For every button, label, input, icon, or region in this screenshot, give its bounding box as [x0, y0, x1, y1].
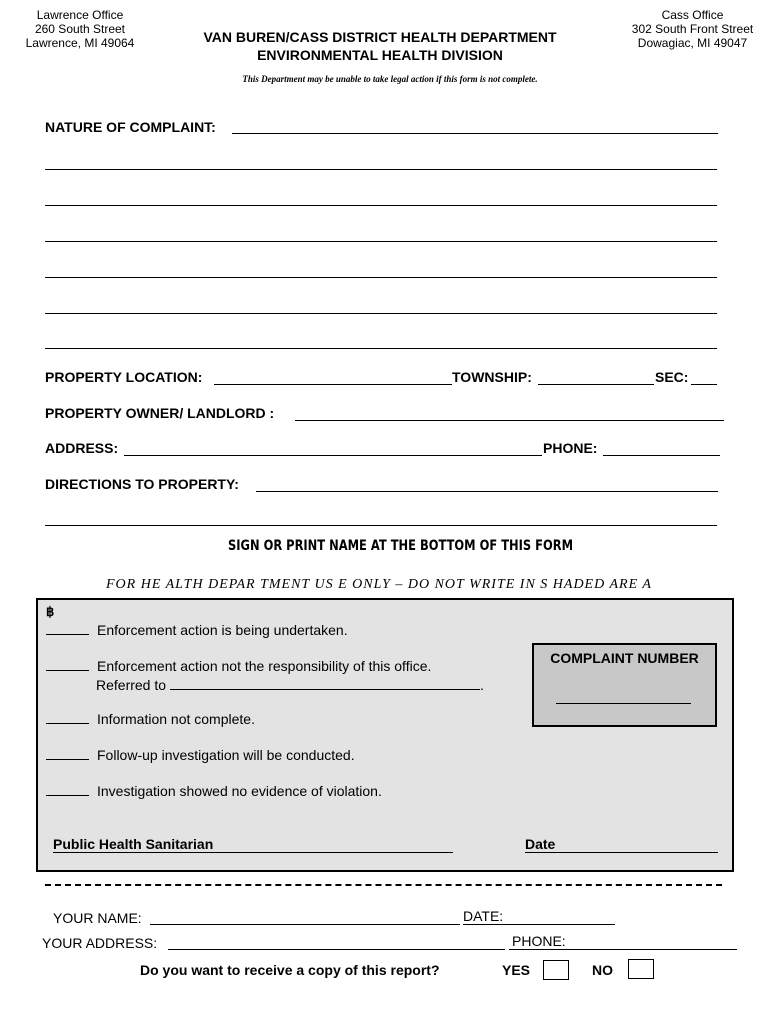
- department-name: VAN BUREN/CASS DISTRICT HEALTH DEPARTMENT: [203, 29, 557, 45]
- address-field[interactable]: [124, 440, 542, 456]
- office-use-item: [46, 622, 348, 638]
- sanitarian-date-field[interactable]: [525, 852, 718, 853]
- referred-to-field[interactable]: [170, 676, 480, 690]
- referred-to-period: .: [479, 677, 484, 693]
- complaint-number-box: [532, 643, 717, 727]
- your-date-label: DATE:: [463, 908, 504, 924]
- your-phone-label: PHONE:: [512, 933, 566, 949]
- office-use-item-label: Enforcement action is being undertaken.: [97, 622, 348, 638]
- lawrence-office-address: [10, 8, 150, 50]
- copy-question: Do you want to receive a copy of this report?: [140, 962, 440, 978]
- complaint-line[interactable]: [45, 205, 717, 206]
- your-date-field[interactable]: [463, 924, 615, 925]
- check-blank[interactable]: [46, 794, 89, 796]
- sign-instruction: SIGN OR PRINT NAME AT THE BOTTOM OF THIS FORM: [228, 538, 574, 554]
- directions-label: DIRECTIONS TO PROPERTY:: [45, 476, 239, 492]
- lawrence-office-city: Lawrence, MI 49064: [25, 36, 135, 50]
- township-field[interactable]: [538, 369, 654, 385]
- property-owner-label: PROPERTY OWNER/ LANDLORD :: [45, 405, 275, 421]
- address-label: ADDRESS:: [45, 440, 119, 456]
- cass-office-city: Dowagiac, MI 49047: [637, 36, 748, 50]
- complaint-number-label: COMPLAINT NUMBER: [550, 650, 699, 666]
- office-use-item-label: Enforcement action not the responsibility of this office.: [97, 658, 432, 674]
- division-name: ENVIRONMENTAL HEALTH DIVISION: [257, 47, 503, 63]
- sanitarian-date-label: Date: [525, 836, 556, 852]
- check-blank[interactable]: [46, 758, 89, 760]
- legal-notice: This Department may be unable to take legal action if this form is not complete.: [242, 74, 538, 84]
- lawrence-office-street: 260 South Street: [34, 22, 126, 36]
- your-phone-field[interactable]: [509, 949, 737, 950]
- yes-checkbox[interactable]: [543, 960, 569, 980]
- office-use-item-label: Investigation showed no evidence of violation.: [97, 783, 382, 799]
- property-location-label: PROPERTY LOCATION:: [45, 369, 203, 385]
- no-label: NO: [592, 962, 613, 978]
- your-address-field[interactable]: [168, 949, 505, 950]
- office-use-item: [46, 658, 431, 674]
- check-blank[interactable]: [46, 722, 89, 724]
- office-use-section: [36, 598, 734, 872]
- office-use-item-label: Information not complete.: [97, 711, 255, 727]
- complaint-line[interactable]: [45, 348, 717, 349]
- check-blank[interactable]: [46, 633, 89, 635]
- sanitarian-label: Public Health Sanitarian: [53, 836, 214, 852]
- complaint-number-field[interactable]: [556, 703, 691, 704]
- complaint-line[interactable]: [45, 169, 717, 170]
- cass-office-name: Cass Office: [661, 8, 724, 22]
- office-use-heading: FOR HE ALTH DEPAR TMENT US E ONLY – DO NOT WRITE IN S HADED ARE A: [106, 577, 652, 592]
- section-label: SEC:: [655, 369, 689, 385]
- cass-office-address: [620, 8, 765, 50]
- yes-label: YES: [502, 962, 531, 978]
- sanitarian-signature-field[interactable]: [53, 852, 453, 853]
- your-address-label: YOUR ADDRESS:: [42, 935, 158, 951]
- directions-line[interactable]: [45, 525, 717, 526]
- your-name-label: YOUR NAME:: [53, 910, 142, 926]
- office-use-item: [46, 783, 382, 799]
- office-use-marker: ฿: [46, 604, 55, 619]
- complaint-line[interactable]: [45, 241, 717, 242]
- referred-to-label: Referred to: [96, 677, 167, 693]
- your-name-field[interactable]: [150, 924, 460, 925]
- township-label: TOWNSHIP:: [452, 369, 532, 385]
- cass-office-street: 302 South Front Street: [631, 22, 754, 36]
- property-owner-field[interactable]: [295, 405, 724, 421]
- phone-label: PHONE:: [543, 440, 598, 456]
- phone-field[interactable]: [603, 440, 720, 456]
- cut-separator: [45, 884, 722, 886]
- office-use-item: [46, 711, 255, 727]
- section-field[interactable]: [691, 369, 717, 385]
- office-use-item: [46, 747, 355, 763]
- office-use-item-label: Follow-up investigation will be conducted.: [97, 747, 355, 763]
- directions-field[interactable]: [256, 476, 718, 492]
- lawrence-office-name: Lawrence Office: [36, 8, 124, 22]
- referred-to-row: [96, 676, 484, 693]
- complaint-line[interactable]: [45, 313, 717, 314]
- complaint-line[interactable]: [45, 277, 717, 278]
- property-location-field[interactable]: [214, 369, 452, 385]
- nature-of-complaint-field[interactable]: [232, 118, 718, 134]
- form-title: [160, 28, 600, 64]
- nature-of-complaint-label: NATURE OF COMPLAINT:: [45, 119, 216, 135]
- check-blank[interactable]: [46, 669, 89, 671]
- no-checkbox[interactable]: [628, 959, 654, 979]
